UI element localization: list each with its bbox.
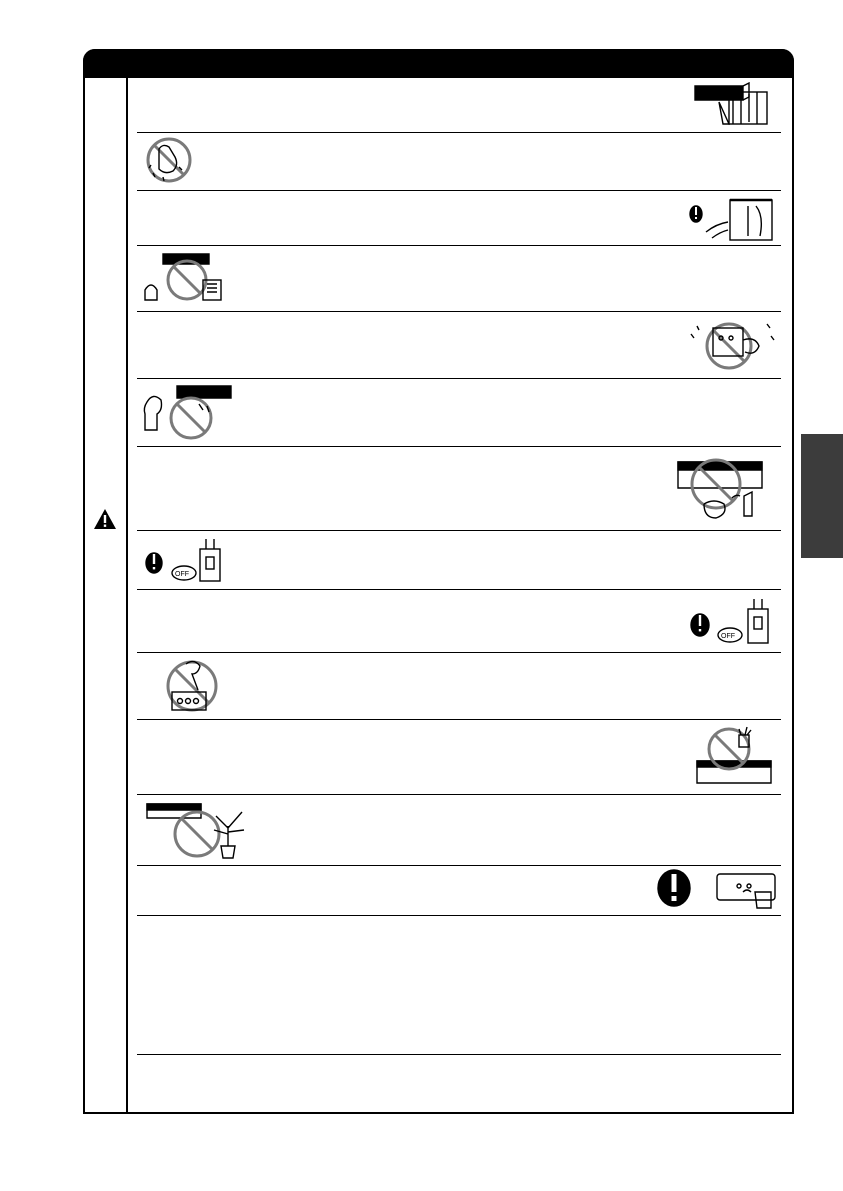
no-climbing-outdoor-unit-icon bbox=[164, 656, 222, 716]
warning-icon bbox=[93, 508, 117, 530]
chapter-side-tab bbox=[801, 434, 843, 558]
row-divider bbox=[137, 190, 781, 191]
row-divider bbox=[137, 1054, 781, 1055]
no-spray-insecticide-icon bbox=[664, 452, 774, 524]
row-divider bbox=[137, 589, 781, 590]
row-divider bbox=[137, 915, 781, 916]
clean-filter-mandatory-icon bbox=[655, 868, 780, 912]
row-divider bbox=[137, 132, 781, 133]
row-divider bbox=[137, 794, 781, 795]
left-column-divider bbox=[126, 78, 128, 1114]
row-divider bbox=[137, 652, 781, 653]
no-wet-hands-icon bbox=[139, 137, 197, 185]
no-water-wet-unit-icon bbox=[687, 316, 779, 374]
svg-text:OFF: OFF bbox=[175, 571, 189, 578]
row-divider bbox=[137, 245, 781, 246]
switch-off-breaker-icon bbox=[688, 595, 774, 647]
row-divider bbox=[137, 378, 781, 379]
switch-off-breaker-icon bbox=[144, 535, 224, 585]
no-objects-on-unit-icon bbox=[693, 725, 775, 791]
svg-text:OFF: OFF bbox=[721, 633, 735, 640]
row-divider bbox=[137, 530, 781, 531]
row-divider bbox=[137, 446, 781, 447]
row-divider bbox=[137, 719, 781, 720]
air-conditioner-curtains-icon bbox=[693, 82, 771, 128]
row-divider bbox=[137, 865, 781, 866]
no-airflow-on-plants-icon bbox=[141, 798, 251, 860]
open-window-ventilation-icon bbox=[686, 196, 776, 242]
no-direct-airflow-on-person-icon bbox=[139, 382, 237, 442]
row-divider bbox=[137, 311, 781, 312]
no-heater-kettle-under-unit-icon bbox=[139, 250, 239, 306]
